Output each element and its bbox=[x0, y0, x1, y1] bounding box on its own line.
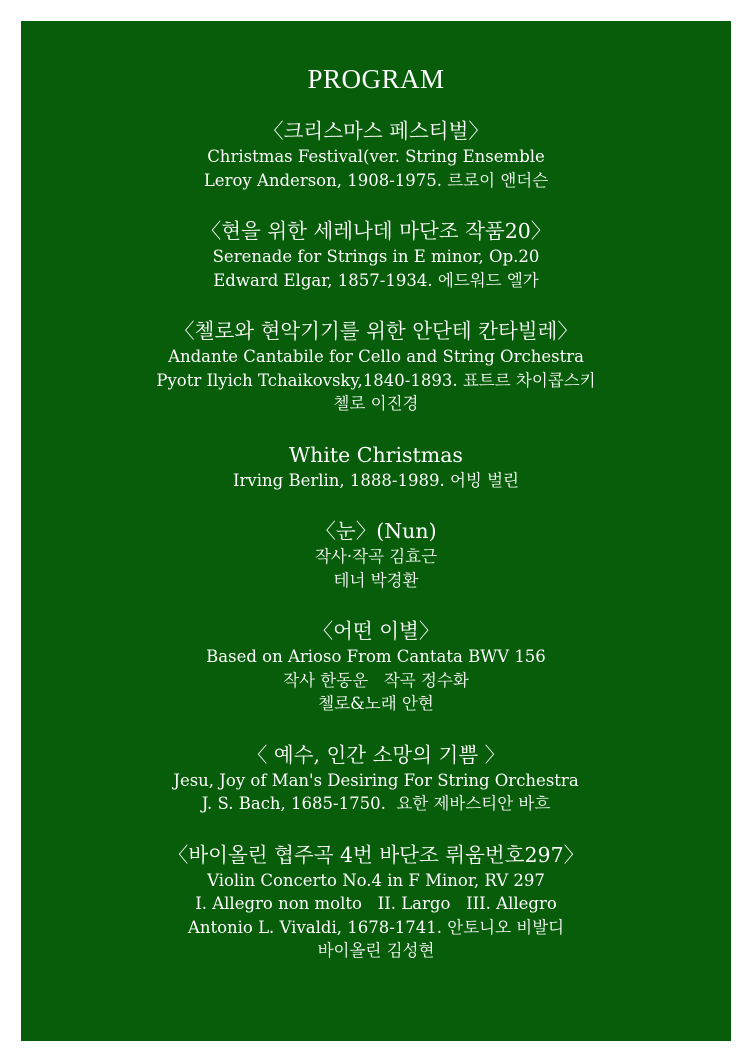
program-item-line: Serenade for Strings in E minor, Op.20 bbox=[212, 247, 540, 266]
program-item-line: Andante Cantabile for Cello and String Orchestra bbox=[168, 347, 584, 366]
program-item-line: Edward Elgar, 1857-1934. 에드워드 엘가 bbox=[213, 270, 539, 290]
program-item-line: 작사 한동운 작곡 정수화 bbox=[283, 670, 469, 690]
program-item-heading: 〈 예수, 인간 소망의 기쁨 〉 bbox=[246, 742, 506, 767]
program-item-line: Based on Arioso From Cantata BWV 156 bbox=[206, 647, 546, 666]
program-item-line: I. Allegro non molto II. Largo III. Allegro bbox=[195, 894, 557, 913]
program-item bbox=[21, 517, 731, 592]
program-item-line: 첼로 이진경 bbox=[333, 394, 419, 413]
program-item-line: 테너 박경환 bbox=[333, 570, 419, 590]
program-panel bbox=[21, 21, 731, 1041]
program-item-line: Christmas Festival(ver. String Ensemble bbox=[207, 147, 545, 166]
program-item-heading: 〈현을 위한 세레나데 마단조 작품20〉 bbox=[200, 219, 552, 243]
program-item bbox=[21, 741, 731, 816]
program-item-line: Violin Concerto No.4 in F Minor, RV 297 bbox=[207, 870, 545, 890]
program-item-heading: 〈눈〉(Nun) bbox=[315, 519, 437, 543]
program-item-heading: 〈어떤 이별〉 bbox=[312, 619, 440, 643]
program-item-heading: 〈바이올린 협주곡 4번 바단조 뤼움번호297〉 bbox=[167, 842, 585, 867]
program-item bbox=[21, 117, 731, 192]
program-item-line: 첼로&노래 안현 bbox=[318, 694, 434, 713]
program-item-line: Pyotr Ilyich Tchaikovsky,1840-1893. 표트르 차이콥스키 bbox=[156, 370, 596, 390]
program-item-line: 작사·작곡 김효근 bbox=[314, 547, 438, 566]
program-item-line: Leroy Anderson, 1908-1975. 르로이 앤더슨 bbox=[203, 170, 549, 190]
program-item bbox=[21, 841, 731, 963]
program-item bbox=[21, 617, 731, 716]
program-item-line: Antonio L. Vivaldi, 1678-1741. 안토니오 비발디 bbox=[187, 917, 565, 937]
program-title: PROGRAM bbox=[307, 64, 445, 94]
program-item-line: Irving Berlin, 1888-1989. 어빙 벌린 bbox=[233, 470, 519, 490]
program-item-heading: 〈첼로와 현악기기를 위한 안단테 칸타빌레〉 bbox=[174, 319, 578, 343]
program-item-line: 바이올린 김성현 bbox=[317, 941, 435, 960]
program-item-line: J. S. Bach, 1685-1750. 요한 제바스티안 바흐 bbox=[201, 794, 551, 813]
program-item bbox=[21, 317, 731, 416]
program-item-heading: White Christmas bbox=[289, 442, 463, 467]
program-item-line: Jesu, Joy of Man's Desiring For String Orchestra bbox=[173, 770, 579, 790]
program-item bbox=[21, 441, 731, 493]
program-item bbox=[21, 217, 731, 292]
program-item-heading: 〈크리스마스 페스티벌〉 bbox=[263, 119, 489, 143]
